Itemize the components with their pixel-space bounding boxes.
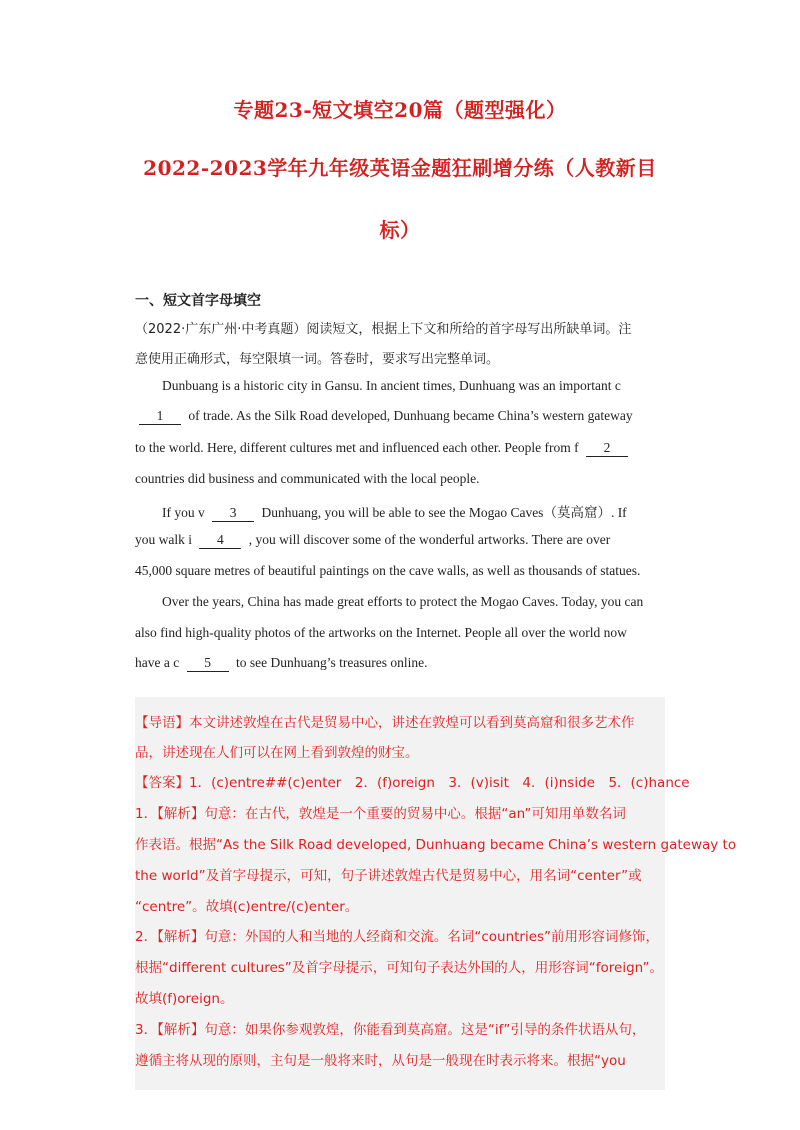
passage-text: you walk i: [135, 532, 192, 547]
blank-1[interactable]: 1: [139, 408, 181, 425]
explanation-2-line-1: 2．【解析】句意：外国的人和当地的人经商和交流。名词“countries”前用形容词修饰，: [135, 929, 660, 945]
section-heading: 一、短文首字母填空: [135, 293, 261, 309]
passage-text: If you v: [162, 505, 205, 520]
blank-2[interactable]: 2: [586, 440, 628, 457]
passage-line: [135, 655, 665, 672]
document-title-line-1: 专题23-短文填空20篇（题型强化）: [233, 98, 567, 122]
passage-text: of trade. As the Silk Road developed, Dunhuang became China’s western gateway: [188, 408, 633, 423]
explanation-2-line-3: 故填(f)oreign。: [135, 991, 234, 1007]
passage-text: , you will discover some of the wonderful artworks. There are over: [248, 532, 611, 547]
passage-text: have a c: [135, 655, 180, 670]
guide-line-2: 品，讲述现在人们可以在网上看到敦煌的财宝。: [135, 745, 419, 761]
explanation-3-line-2: 遵循主将从现的原则，主句是一般将来时，从句是一般现在时表示将来。根据“you: [135, 1053, 626, 1069]
explanation-1-line-3: the world”及首字母提示，可知，句子讲述敦煌古代是贸易中心，用名词“center”或: [135, 868, 642, 884]
answer-key: 【答案】1．(c)entre##(c)enter 2．(f)oreign 3．(v)isit 4．(i)nside 5．(c)hance: [135, 775, 690, 791]
passage-text: to the world. Here, different cultures met and influenced each other. People from f: [135, 440, 579, 455]
passage-line: 45,000 square metres of beautiful paintings on the cave walls, as well as thousands of statues.: [135, 563, 641, 578]
explanation-1-line-2: 作表语。根据“As the Silk Road developed, Dunhuang became China’s western gateway to: [135, 837, 737, 853]
blank-3[interactable]: 3: [212, 505, 254, 522]
passage-line: [162, 501, 665, 522]
passage-line: [135, 408, 665, 425]
instruction-line-2: 意使用正确形式，每空限填一词。答卷时，要求写出完整单词。: [135, 352, 500, 367]
explanation-1-line-1: 1．【解析】句意：在古代，敦煌是一个重要的贸易中心。根据“an”可知用单数名词: [135, 806, 626, 822]
guide-line-1: 【导语】本文讲述敦煌在古代是贸易中心，讲述在敦煌可以看到莫高窟和很多艺术作: [135, 715, 635, 731]
passage-line: [135, 440, 665, 457]
passage-line: countries did business and communicated with the local people.: [135, 471, 480, 486]
blank-4[interactable]: 4: [199, 532, 241, 549]
explanation-1-line-4: “centre”。故填(c)entre/(c)enter。: [135, 899, 359, 915]
document-title-line-2: 2022-2023学年九年级英语金题狂刷增分练（人教新目: [143, 156, 657, 180]
instruction-line-1: （2022·广东广州·中考真题）阅读短文，根据上下文和所给的首字母写出所缺单词。注: [135, 322, 632, 337]
explanation-3-line-1: 3．【解析】句意：如果你参观敦煌，你能看到莫高窟。这是“if”引导的条件状语从句，: [135, 1022, 646, 1038]
passage-line: also find high-quality photos of the artworks on the Internet. People all over the world now: [135, 625, 627, 640]
passage-line: [135, 532, 665, 549]
passage-line: Over the years, China has made great efforts to protect the Mogao Caves. Today, you can: [162, 594, 644, 609]
passage-text: to see Dunhuang’s treasures online.: [235, 655, 428, 670]
explanation-2-line-2: 根据“different cultures”及首字母提示，可知句子表达外国的人，用形容词“foreign”。: [135, 960, 663, 976]
passage-text: Dunhuang, you will be able to see the Mogao Caves（莫高窟）. If: [261, 505, 627, 520]
passage-line: Dunbuang is a historic city in Gansu. In ancient times, Dunhuang was an important c: [162, 378, 621, 393]
blank-5[interactable]: 5: [187, 655, 229, 672]
document-title-line-3: 标）: [379, 218, 421, 242]
